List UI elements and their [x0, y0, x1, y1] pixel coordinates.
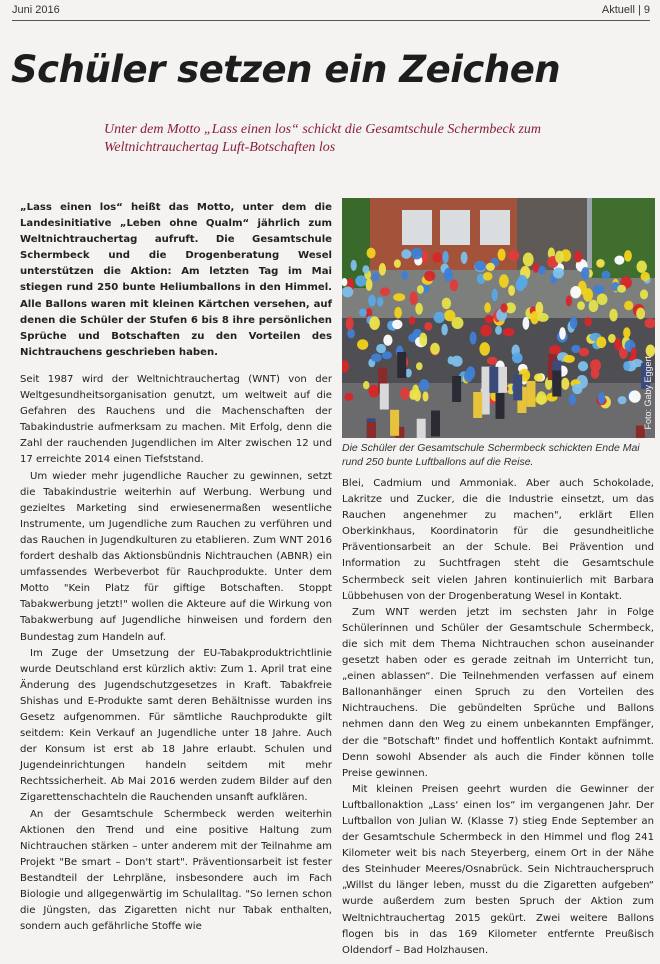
photo-caption: Die Schüler der Gesamtschule Schermbeck schickten Ende Mai rund 250 bunte Luftballons auf die Reise.: [342, 442, 640, 468]
left-text-column: [20, 372, 332, 935]
page-header: [12, 4, 650, 20]
body-paragraph: Zum WNT werden jetzt im sechsten Jahr in Folge Schülerinnen und Schüler der Gesamtschule Schermbeck, die sich mit dem Thema Nichtrauchen schon auseinander gesetzt haben oder es gerade zeitnah im Unterricht tun, „einen ablassen“. Die Teilnehmenden verfassen auf einem Ballonanhänger einen Spruch zu den Vorteilen des Nichtrauchens. Die gebündelten Sprüche und Ballons nehmen dann den Weg zu einem unbekannten Empfänger, der die "Botschaft" findet und hoffentlich Kontakt aufnimmt. Denn sowohl Absender als auch die Finder können tolle Preise gewinnen.: [342, 606, 654, 779]
body-paragraph: Blei, Cadmium und Ammoniak. Aber auch Schokolade, Lakritze und Zucker, die die Industrie einsetzt, um das Rauchen angenehmer zu machen", erklärt Ellen Oberkinkhaus, Koordinatorin für die gesundheitliche Präventionsarbeit an der Schule. Bei Prävention und Information zu Suchtfragen steht die Gesamtschule Schermbeck seit vielen Jahren kontinuierlich mit Barbara Lübbehusen von der Drogenberatung Wesel in Kontakt.: [342, 478, 654, 602]
article-title: Schüler setzen ein Zeichen: [11, 48, 561, 91]
balloon-release-photo: [342, 198, 655, 438]
section-page-number: Aktuell | 9: [601, 4, 650, 16]
header-rule: [12, 20, 650, 21]
issue-date: Juni 2016: [12, 4, 60, 16]
body-paragraph: Seit 1987 wird der Weltnichtrauchertag (WNT) von der Weltgesundheitsorganisation genutzt, um weltweit auf die Gefahren des Rauchens und die Machenschaften der Tabakindustrie aufmerksam zu machen. Mit Erfolg, denn die Zahl der rauchenden Jugendlichen im Alter zwischen 12 und 17 erreichte 2014 einen Tiefststand.: [20, 374, 332, 466]
photo-credit: Foto: Gaby Eggert: [643, 356, 653, 430]
right-text-column: [342, 476, 654, 959]
body-paragraph: Um wieder mehr jugendliche Raucher zu gewinnen, setzt die Tabakindustrie weiterhin auf Werbung. Werbung und gezieltes Marketing sind erwiesenermaßen wesentliche Instrumente, um Jugendliche zum Rauchen zu verführen und das Rauchen in Jugendkulturen zu etablieren. Zum WNT 2016 fordert deshalb das Aktionsbündnis Nichtrauchen (ABNR) ein umfassendes Werbeverbot für Rauchprodukte. Unter dem Motto "Kein Platz für giftige Botschaften. Stoppt Tabakwerbung jetzt!" wollen die Akteure auf die Wirkung von Tabakwerbung auf Jugendliche hinweisen und fordern den Bundestag zum Handeln auf.: [20, 470, 332, 643]
article-photo: [342, 198, 655, 438]
lead-column: [20, 200, 332, 361]
lead-paragraph: „Lass einen los“ heißt das Motto, unter dem die Landesinitiative „Leben ohne Qualm“ jährlich zum Weltnichtrauchertag aufruft. Die Gesamtschule Schermbeck und die Drogenberatung Wesel unterstützen die Aktion: Am letzten Tag im Mai stiegen rund 250 bunte Heliumballons in den Himmel. Alle Ballons waren mit kleinen Kärtchen versehen, auf denen die Schüler der Stufen 6 bis 8 ihre persönlichen Sprüche und Botschaften zu den Vorteilen des Nichtrauchens geschrieben haben.: [20, 202, 332, 358]
article-subtitle: Unter dem Motto „Lass einen los“ schickt die Gesamtschule Schermbeck zum Weltnichtrauchertag Luft-Botschaften los: [104, 122, 542, 155]
body-paragraph: Mit kleinen Preisen geehrt wurden die Gewinner der Luftballonaktion „Lass‘ einen los“ im vergangenen Jahr. Der Luftballon von Julian W. (Klasse 7) stieg Ende September an der Gesamtschule Schermbeck in den Himmel und flog 241 Kilometer weit bis nach Steyerberg, einem Ort in der Nähe des Steinhuder Meeres/Osnabrück. Sein Nichtraucherspruch „Willst du länger leben, musst du die Zigaretten aufgeben“ wurde außerdem zum besten Spruch der Aktion zum Weltnichtrauchertag 2015 gekürt. Zwei weitere Ballons flogen bis in das 169 Kilometer entfernte Preußisch Oldendorf – Bad Holzhausen.: [342, 783, 654, 956]
body-paragraph: Im Zuge der Umsetzung der EU-Tabakproduktrichtlinie wurde Deutschland erst kürzlich aktiv: Zum 1. April trat eine Änderung des Jugendschutzgesetzes in Kraft. Tabakfreie Shishas und E-Produkte samt deren Behältnisse wurden ins Gesetz aufgenommen. Für sämtliche Rauchprodukte gilt seitdem: Kein Verkauf an Jugendliche unter 18 Jahre. Auch der Konsum ist erst ab 18 Jahre erlaubt. Schulen und Jugendeinrichtungen handeln seitdem mit mehr Rechtssicherheit. Ab Mai 2016 werden zudem Bilder auf den Zigarettenschachteln die Rauchenden unsanft aufklären.: [20, 647, 332, 804]
body-paragraph: An der Gesamtschule Schermbeck werden weiterhin Aktionen den Trend und eine positive Haltung zum Nichtrauchen stärken – unter anderem mit der Teilnahme am Projekt "Be smart – Don't start". Präventionsarbeit ist fester Bestandteil der Lehrpläne, insbesondere auch im Fach Biologie und allgegenwärtig im Schulalltag. "So lernen schon die Jüngsten, das Zigaretten nicht nur Tabak enthalten, sondern auch gefährliche Stoffe wie: [20, 808, 332, 933]
